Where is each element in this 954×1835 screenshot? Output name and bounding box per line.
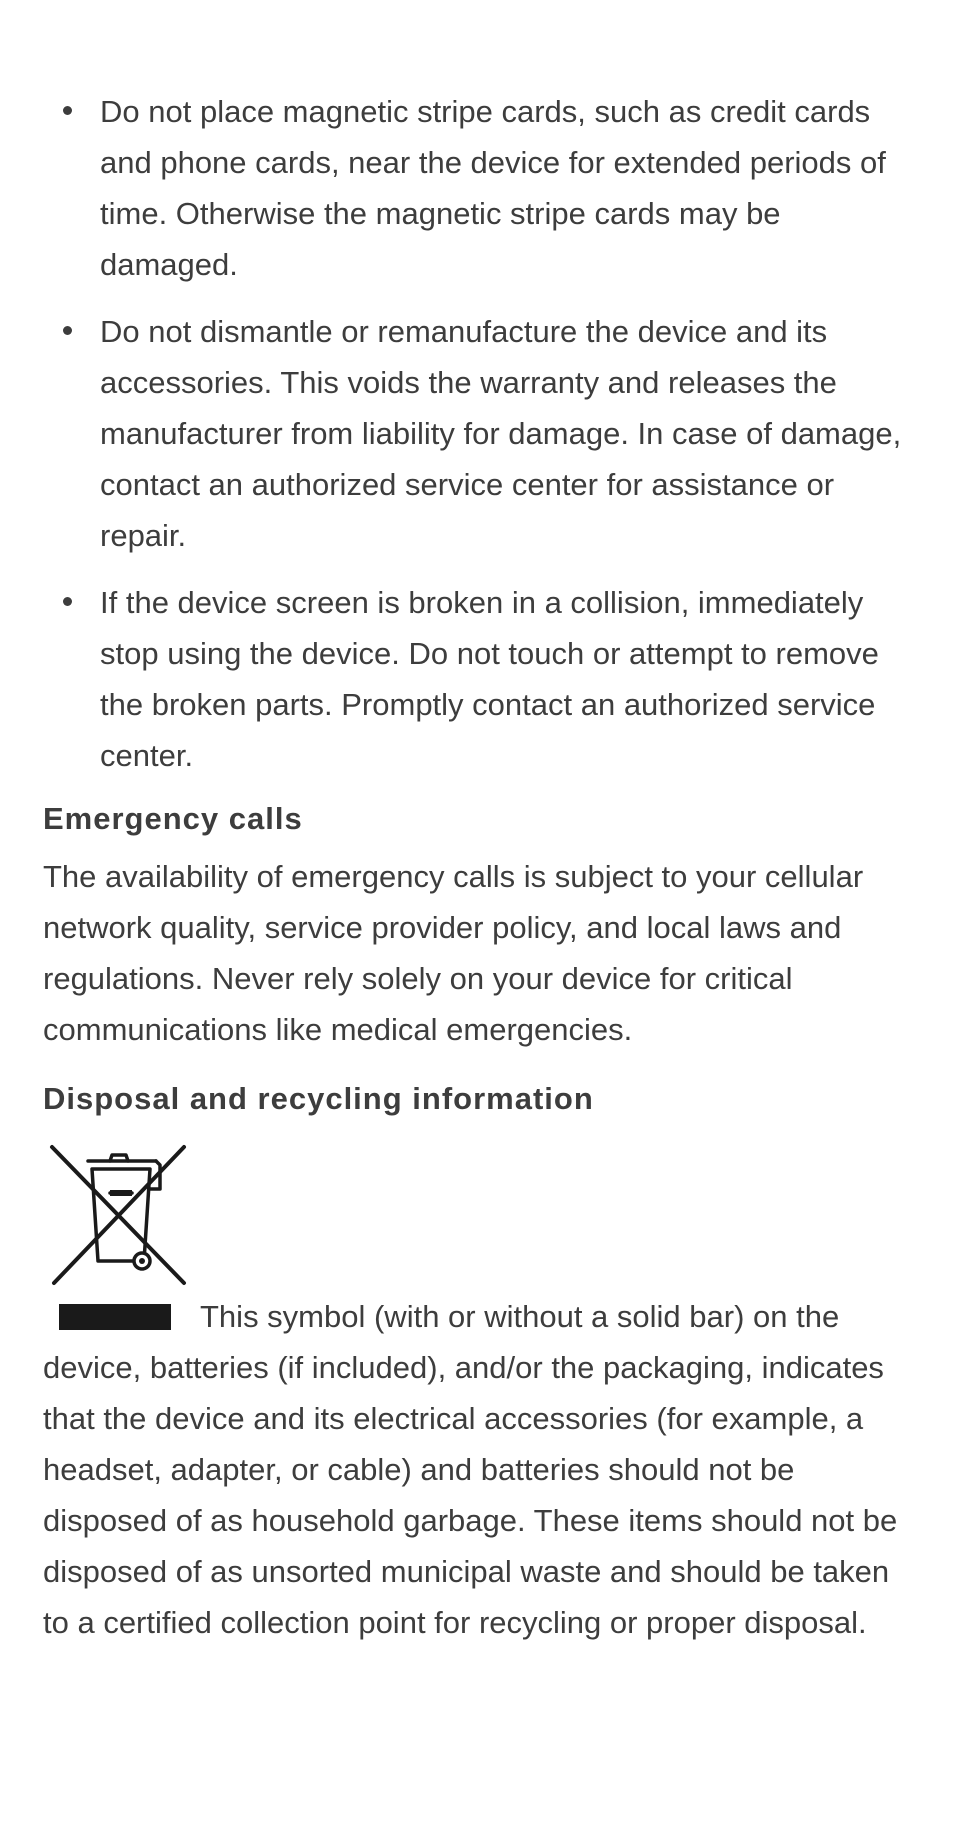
emergency-calls-heading: Emergency calls	[43, 801, 303, 836]
disposal-recycling-paragraph	[43, 1291, 923, 1648]
bullet-text: If the device screen is broken in a collision, immediately stop using the device. Do not touch or attempt to remove the broken parts. Promptly contact an authorized service center.	[100, 585, 879, 773]
disposal-recycling-heading: Disposal and recycling information	[43, 1081, 594, 1116]
bullet-text: Do not place magnetic stripe cards, such as credit cards and phone cards, near the device for extended periods of time. Otherwise the magnetic stripe cards may be damaged.	[100, 94, 886, 282]
bullet-text: Do not dismantle or remanufacture the device and its accessories. This voids the warranty and releases the manufacturer from liability for damage. In case of damage, contact an authorized service center for assistance or repair.	[100, 314, 902, 553]
bullet-point-icon	[63, 326, 72, 335]
bullet-item-broken-screen	[43, 577, 923, 781]
crossed-out-wheelie-bin-icon	[46, 1143, 190, 1287]
bullet-item-dismantle	[43, 306, 923, 561]
bullet-point-icon	[63, 597, 72, 606]
solid-bar-icon	[59, 1304, 171, 1330]
bullet-point-icon	[63, 106, 72, 115]
bullet-item-magnetic-cards	[43, 86, 923, 290]
emergency-calls-paragraph: The availability of emergency calls is subject to your cellular network quality, service provider policy, and local laws and regulations. Never rely solely on your device for critical communications like medical emergencies.	[43, 859, 864, 1047]
document-page	[43, 86, 923, 1648]
disposal-recycling-text: This symbol (with or without a solid bar) on the device, batteries (if included), and/or the packaging, indicates that the device and its electrical accessories (for example, a headset, adapter, or cable) and batteries should not be disposed of as household garbage. These items should not be disposed of as unsorted municipal waste and should be taken to a certified collection point for recycling or proper disposal.	[43, 1299, 898, 1640]
safety-bullet-list	[43, 86, 923, 781]
